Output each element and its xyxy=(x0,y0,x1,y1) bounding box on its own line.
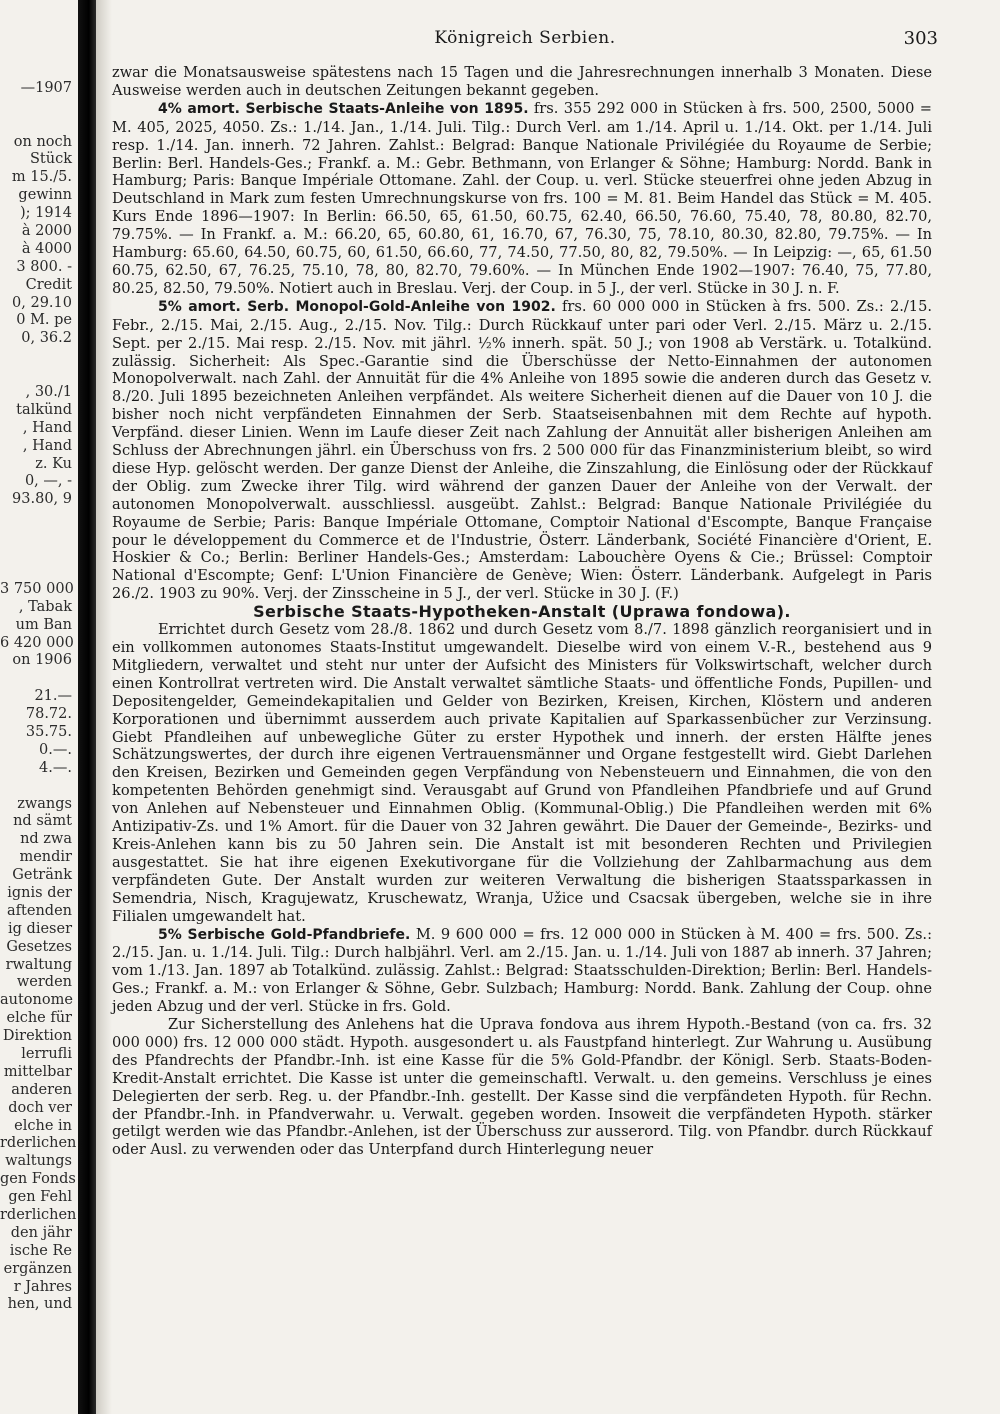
fragment-line: zwangs xyxy=(17,795,72,812)
fragment-line: ignis der xyxy=(7,884,72,901)
fragment-line: hen, und xyxy=(7,1296,72,1313)
fragment-line: gewinn xyxy=(18,187,72,204)
fragment-line: rwaltung xyxy=(5,956,72,973)
bond-1895-title: 4% amort. Serbische Staats-Anleihe von 1895. xyxy=(158,100,529,117)
fragment-line: m 15./5. xyxy=(11,169,72,186)
page-header xyxy=(112,28,938,52)
fragment-line: Getränk xyxy=(12,867,72,884)
fragment-line: Credit xyxy=(25,276,72,293)
fragment-line: um Ban xyxy=(15,616,72,633)
fragment-line xyxy=(0,527,78,545)
fragment-line: 3 750 000 xyxy=(0,580,74,597)
fragment-line: nd zwa xyxy=(20,831,72,848)
fragment-line xyxy=(0,545,78,563)
fragment-line: anderen xyxy=(11,1081,72,1098)
pfandbriefe-security: Zur Sicherstellung des Anlehens hat die Uprava fondova aus ihrem Hypoth.-Bestand (von ca. frs. 32 000 000) frs. 12 000 000 städt. Hypoth. ausgesondert u. als Faustpfand hinterlegt. Zur Wahrung u. Ausübung des Pfandrechts der Pfandbr.-Inh. ist eine Kasse für die 5% Gold-Pfandbr. der Königl. Serb. Staats-Boden-Kredit-Anstalt errichtet. Die Kasse ist unter die gemeinschaftl. Verwalt. u. den gemeins. Verschluss je eines Delegierten der serb. Reg. u. der Pfandbr.-Inh. gestellt. Der Kasse sind die verpfändeten Hypoth. für Rechn. der Pfandbr.-Inh. in Pfandverwahr. u. Verwalt. gegeben worden. Insoweit die verpfändeten Hypoth. stärker getilgt werden wie das Pfandbr.-Anlehen, ist der Überschuss zur ausserord. Tilg. von Pfandbr. durch Rückkauf oder Ausl. zu verwenden oder das Unterpfand durch Hinterlegung neuer xyxy=(112,1016,932,1159)
page-content xyxy=(112,64,932,1159)
fragment-line: 0 M. pe xyxy=(16,312,72,329)
pfandbriefe-body: M. 9 600 000 = frs. 12 000 000 in Stücken à M. 400 = frs. 500. Zs.: 2./15. Jan. u. 1./14. Juli. Tilg.: Durch halbjährl. Verl. am 2./15. Jan. u. 1./14. Juli von 1887 ab innerh. 37 Jahren; vom 1./13. Jan. 1897 ab Totalkünd. zulässig. Zahlst.: Belgrad: Staatsschulden-Direktion; Berlin: Berl. Handels-Ges.; Frankf. a. M.: von Erlanger & Söhne, Gebr. Sulzbach; Hamburg: Nordd. Bank. Zahlung der Coup. ohne jeden Abzug und der verl. Stücke in frs. Gold. xyxy=(112,925,932,1016)
fragment-line: 0, 36.2 xyxy=(21,330,72,347)
fragment-line: , Tabak xyxy=(18,598,72,615)
fragment-line: Direktion xyxy=(2,1028,72,1045)
fragment-line: nd sämt xyxy=(13,813,72,830)
fragment-line: 78.72. xyxy=(25,706,72,723)
fragment-line: , 30./1 xyxy=(25,384,72,401)
fragment-line: 35.75. xyxy=(25,723,72,740)
fragment-line: —1907 xyxy=(20,79,72,96)
bond-1902-body: frs. 60 000 000 in Stücken à frs. 500. Zs.: 2./15. Febr., 2./15. Mai, 2./15. Aug., 2./15. Nov. Tilg.: Durch Rückkauf unter pari oder Verl. 2./15. März u. 2./15. Sept. per 2./15. Mai resp. 2./15. Nov. mit jährl. ½% innerh. spät. 50 J.; von 1908 ab Verstärk. u. Totalkünd. zulässig. Sicherheit: Als Spec.-Garantie sind die Überschüsse der Netto-Einnahmen der autonomen Monopolverwalt. nach Zahl. der Annuität für die 4% Anleihe von 1895 sowie die anderen durch das Gesetz v. 8./20. Juli 1895 bezeichneten Anleihen verpfändet. Als weitere Sicherheit dienen auf die Dauer von 10 J. die bisher noch nicht verpfändeten Einnahmen der Serb. Staatseisenbahnen mit dem Rechte auf hypoth. Verpfänd. dieser Linien. Wenn im Laufe dieser Zeit nach Zahlung der Annuität aller bisherigen Anleihen am Schluss der Abrechnungen jährl. ein Überschuss von frs. 2 500 000 für das Finanzministerium bleibt, so wird diese Hyp. gelöscht werden. Der ganze Dienst der Anleihe, die Zinszahlung, die Einlösung oder der Rückkauf der Oblig. zum Zwecke ihrer Tilg. wird während der ganzen Dauer der Anleihe von der Verwalt. der autonomen Monopolverwalt. ausschliessl. ausgeübt. Zahlst.: Belgrad: Banque Nationale Privilégiée du Royaume de Serbie; Paris: Banque Impériale Ottomane, Comptoir National d'Escompte, Banque Française pour le développement du Commerce et de l'Industrie, Österr. Länderbank, Société Financière d'Orient, E. Hoskier & Co.; Berlin: Berliner Handels-Ges.; Amsterdam: Labouchère Oyens & Cie.; Brüssel: Comptoir National d'Escompte; Genf: L'Union Financière de Genève; Wien: Österr. Länderbank. Aufgelegt in Paris 26./2. 1903 zu 90%. Verj. der Zinsscheine in 5 J., der verl. Stücke in 30 J. (F.) xyxy=(112,297,933,603)
bond-1895-intro: zwar die Monatsausweise spätestens nach 15 Tagen und die Jahresrechnungen innerhalb 3 Monaten. Diese Ausweise werden auch in deutschen Zeitungen bekannt gegeben. xyxy=(112,64,932,99)
fragment-line: doch ver xyxy=(8,1099,72,1116)
fragment-line: lerrufli xyxy=(21,1045,72,1062)
fragment-line: r Jahres xyxy=(13,1278,72,1295)
fragment-line: 0, 29.10 xyxy=(12,294,72,311)
fragment-line xyxy=(0,563,78,581)
fragment-line: on noch xyxy=(13,133,72,150)
page-gutter xyxy=(96,0,112,1414)
fragment-line: , Hand xyxy=(22,437,72,454)
fragment-line: elche in xyxy=(14,1117,72,1134)
pfandbriefe-title: 5% Serbische Gold-Pfandbriefe. xyxy=(158,926,411,943)
fragment-line xyxy=(0,62,78,80)
fragment-line: on 1906 xyxy=(12,652,72,669)
fragment-line: ); 1914 xyxy=(19,205,72,222)
book-spine-shadow xyxy=(78,0,96,1414)
fragment-line: Gesetzes xyxy=(6,938,72,955)
fragment-line: 3 800. - xyxy=(16,258,72,275)
fragment-line xyxy=(0,778,78,796)
fragment-line: talkünd xyxy=(16,401,72,418)
fragment-line: 21.— xyxy=(34,688,72,705)
fragment-line: Stück xyxy=(29,151,72,168)
page-number: 303 xyxy=(903,28,938,49)
fragment-line: autonome xyxy=(0,992,73,1009)
fragment-line: ische Re xyxy=(9,1242,72,1259)
bond-1895-body: frs. 355 292 000 in Stücken à frs. 500, 2500, 5000 = M. 405, 2025, 4050. Zs.: 1./14. Jan., 1./14. Juli. Tilg.: Durch Verl. am 1./14. April u. 1./14. Okt. per 1./14. Juli resp. 1./14. Jan. innerh. 72 Jahren. Zahlst.: Belgrad: Banque Nationale Privilégiée du Royaume de Serbie; Berlin: Berl. Handels-Ges.; Frankf. a. M.: Gebr. Bethmann, von Erlanger & Söhne; Hamburg: Nordd. Bank in Hamburg; Paris: Banque Impériale Ottomane. Zahl. der Coup. u. verl. Stücke steuerfrei ohne jeden Abzug in Deutschland in Mark zum festen Umrechnungskurse von frs. 100 = M. 81. Beim Handel das Stück = M. 405. Kurs Ende 1896—1907: In Berlin: 66.50, 65, 61.50, 60.75, 62.40, 66.50, 76.60, 75.40, 78, 80.80, 82.70, 79.75%. — In Frankf. a. M.: 66.20, 65, 60.80, 61, 16.70, 67, 76.30, 75, 78.10, 80.30, 82.80, 79.75%. — In Hamburg: 65.60, 64.50, 60.75, 60, 61.50, 66.60, 77, 74.50, 77.50, 80, 82, 79.50%. — In Leipzig: —, 65, 61.50 60.75, 62.50, 67, 76.25, 75.10, 78, 80, 82.70, 79.60%. — In München Ende 1902—1907: 76.40, 75, 77.80, 80.25, 82.50, 79.50%. Notiert auch in Breslau. Verj. der Coup. in 5 J., der verl. Stücke in 30 J. n. F. xyxy=(112,99,933,297)
fragment-line: 6 420 000 xyxy=(0,634,74,651)
fragment-line xyxy=(0,348,78,366)
fragment-line xyxy=(0,366,78,384)
fragment-line xyxy=(0,670,78,688)
fragment-line: , Hand xyxy=(22,419,72,436)
fragment-line: 93.80, 9 xyxy=(12,491,72,508)
fragment-line: 4.—. xyxy=(39,759,72,776)
bond-1895-entry xyxy=(112,100,932,298)
fragment-line xyxy=(0,509,78,527)
bond-1902-title: 5% amort. Serb. Monopol-Gold-Anleihe von 1902. xyxy=(158,298,556,315)
fragment-line: werden xyxy=(16,974,72,991)
fragment-line: rderlichen xyxy=(0,1207,77,1223)
fragment-line: den jähr xyxy=(10,1224,72,1241)
section-title-hypothekenanstalt: Serbische Staats-Hypotheken-Anstalt (Uprawa fondowa). xyxy=(253,602,791,622)
fragment-line: à 4000 xyxy=(21,240,72,257)
fragment-line: mittelbar xyxy=(3,1063,72,1080)
fragment-line: z. Ku xyxy=(35,455,72,472)
fragment-line xyxy=(0,116,78,134)
running-title: Königreich Serbien. xyxy=(434,28,616,48)
fragment-line: mendir xyxy=(19,849,72,866)
fragment-line: elche für xyxy=(6,1010,72,1027)
previous-page-fragment xyxy=(0,62,78,1402)
fragment-line: ergänzen xyxy=(3,1260,72,1277)
fragment-line: waltungs xyxy=(5,1153,72,1170)
fragment-line: rderlichen xyxy=(0,1135,77,1152)
fragment-line: gen Fehl xyxy=(8,1189,72,1206)
pfandbriefe-entry xyxy=(112,926,932,1017)
hypothekenanstalt-body: Errichtet durch Gesetz vom 28./8. 1862 und durch Gesetz vom 8./7. 1898 gänzlich reorganisiert und in ein vollkommen autonomes Staats-Institut umgewandelt. Dieselbe wird von einem V.-R., bestehend aus 9 Mitgliedern, verwaltet und steht nur unter der Aufsicht des Ministers für Volkswirtschaft, welcher durch einen Kontrollrat vertreten wird. Die Anstalt verwaltet sämtliche Staats- und öffentliche Fonds, Pupillen- und Depositengelder, Gemeindekapitalien und Gelder von Bezirken, Kreisen, Kirchen, Klöstern und anderen Korporationen und übernimmt ausserdem auch private Kapitalien auf Sparkassenbücher zur Verzinsung. Giebt Pfandleihen auf unbewegliche Güter zu erster Hypothek und innerh. der ersten Hälfte jenes Schätzungswertes, der durch ihre eigenen Vertrauensmänner und Organe festgestellt wird. Giebt Darlehen den Kreisen, Bezirken und Gemeinden gegen Verpfändung von Nebensteuern und Einnahmen, die von den kompetenten Behörden genehmigt sind. Verausgabt auf Grund von Pfandleihen Pfandbriefe und auf Grund von Anlehen auf Nebensteuer und Einnahmen Oblig. (Kommunal-Oblig.) Die Pfandleihen werden mit 6% Antizipativ-Zs. und 1% Amort. für die Dauer von 32 Jahren gewährt. Die Dauer der Gemeinde-, Bezirks- und Kreis-Anlehen kann bis zu 50 Jahren sein. Die Anstalt ist mit besonderen Rechten und Privilegien ausgestattet. Sie hat ihre eigenen Exekutivorgane für die Vollziehung der Zahlbarmachung aus dem verpfändeten Gute. Der Anstalt wurden zur weiteren Verwaltung die bisherigen Staatssparkassen in Semendria, Nisch, Kragujewatz, Kruschewatz, Wranja, Užice und Csacsak übergeben, welche sie in ihre Filialen umgewandelt hat. xyxy=(112,621,932,925)
bond-1902-entry xyxy=(112,298,932,603)
fragment-line: aftenden xyxy=(7,902,72,919)
fragment-line: 0.—. xyxy=(39,741,72,758)
fragment-line xyxy=(0,98,78,116)
fragment-line: à 2000 xyxy=(21,223,72,240)
fragment-line: 0, —, - xyxy=(24,473,72,490)
fragment-line: gen Fonds xyxy=(0,1171,76,1188)
fragment-line: ig dieser xyxy=(8,920,72,937)
